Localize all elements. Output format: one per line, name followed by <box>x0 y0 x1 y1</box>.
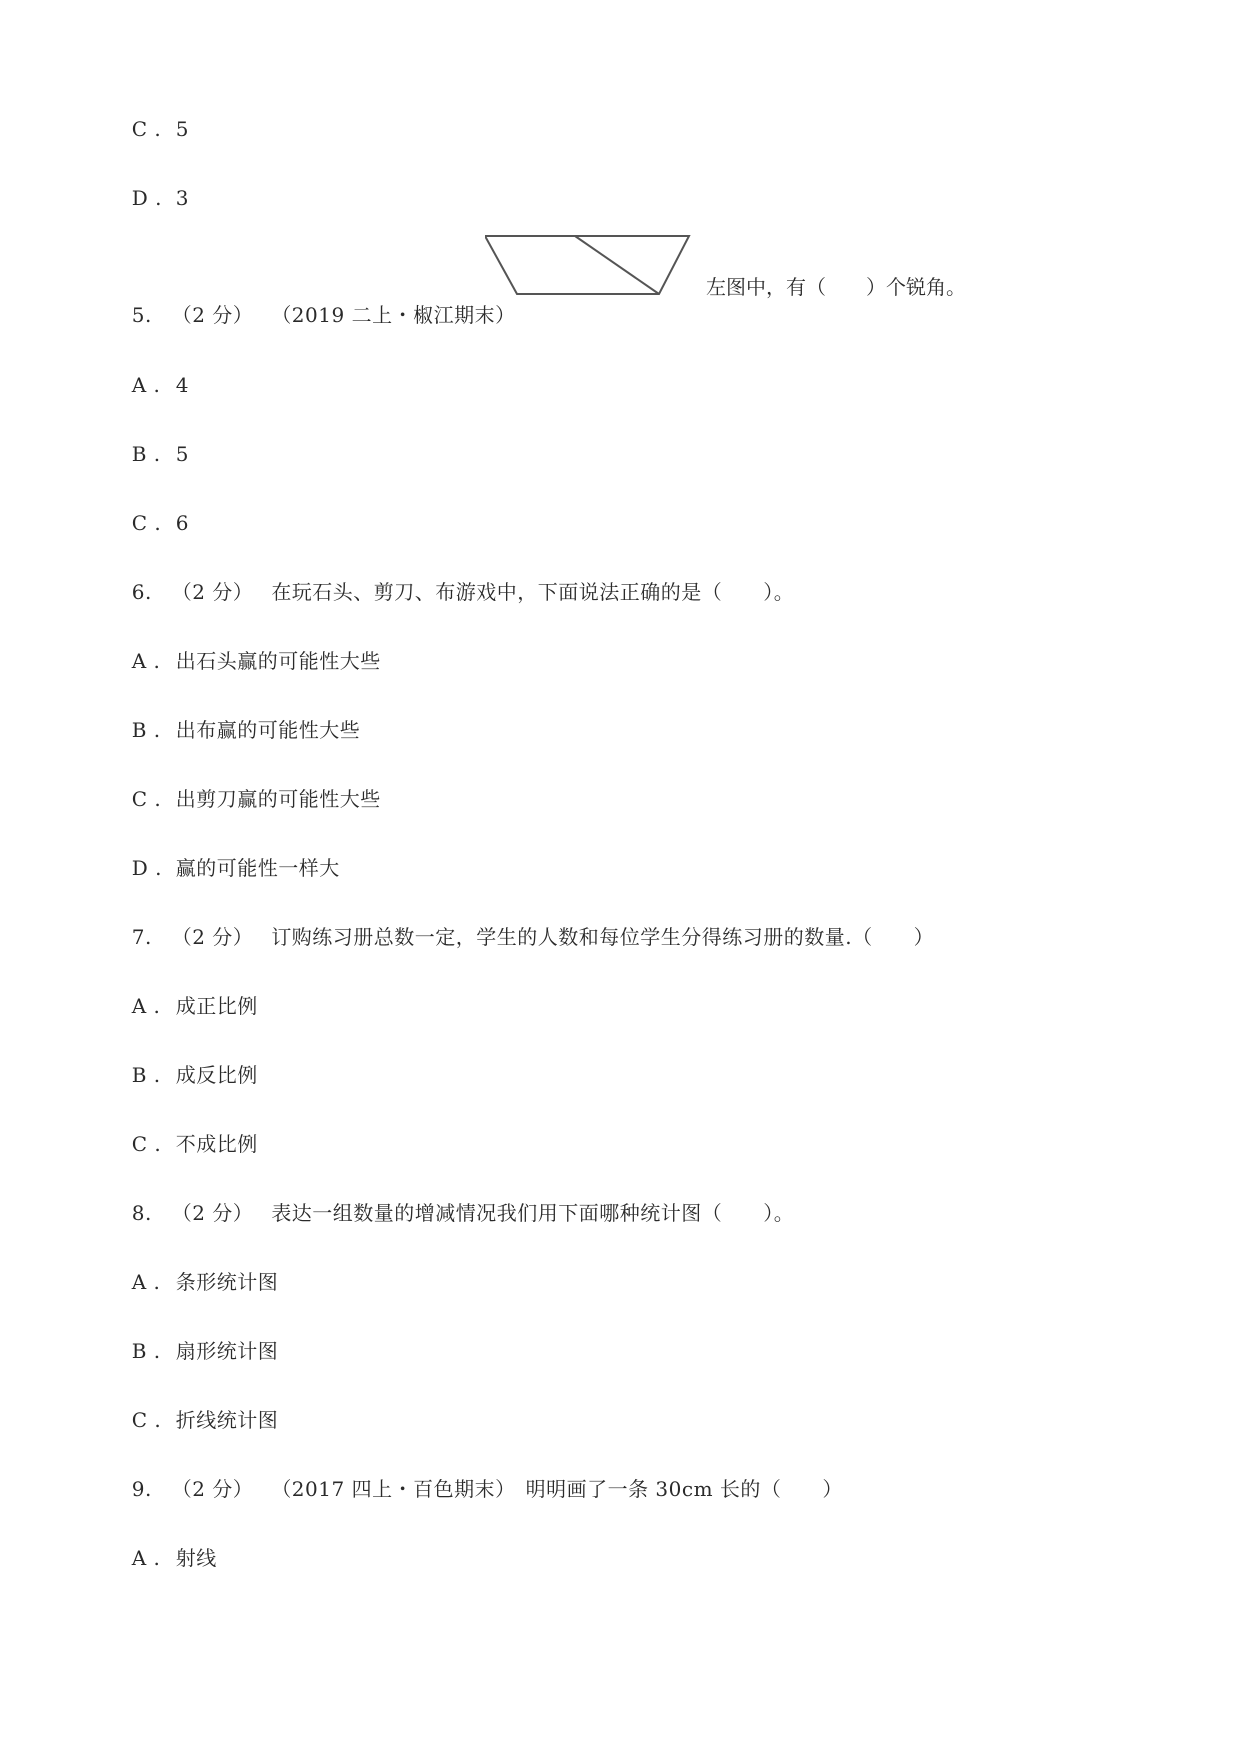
q8-option-a <box>118 1240 278 1296</box>
q5-option-c <box>118 481 189 537</box>
q6-option-d <box>118 826 340 882</box>
question-stem: 明明画了一条 30cm 长的（ ） <box>525 1477 843 1501</box>
q9-option-a <box>118 1516 217 1572</box>
q7-stem <box>118 895 934 951</box>
option-text: 不成比例 <box>175 1132 258 1156</box>
q6-stem <box>118 550 794 606</box>
question-stem: 在玩石头、剪刀、布游戏中，下面说法正确的是（ ）。 <box>271 580 795 604</box>
question-score: （2 分） <box>171 580 254 604</box>
option-text: 出布赢的可能性大些 <box>175 718 361 742</box>
option-text: 条形统计图 <box>175 1270 279 1294</box>
q4-option-c <box>118 87 189 143</box>
question-score: （2 分） <box>171 1477 254 1501</box>
option-letter: A . <box>131 649 161 673</box>
question-number: 8. <box>131 1201 152 1225</box>
q6-option-b <box>118 688 360 744</box>
option-text: 折线统计图 <box>175 1408 279 1432</box>
option-text: 5 <box>175 117 189 141</box>
option-letter: A . <box>131 994 161 1018</box>
option-text: 5 <box>175 442 189 466</box>
option-letter: B . <box>131 442 161 466</box>
option-text: 成反比例 <box>175 1063 258 1087</box>
option-text: 赢的可能性一样大 <box>175 856 340 880</box>
option-letter: B . <box>131 1063 161 1087</box>
option-text: 出剪刀赢的可能性大些 <box>175 787 381 811</box>
q8-option-c <box>118 1378 278 1434</box>
q7-option-c <box>118 1102 258 1158</box>
option-letter: D . <box>131 186 162 210</box>
option-letter: B . <box>131 1339 161 1363</box>
q5-stem <box>118 273 526 329</box>
question-score: （2 分） <box>171 925 254 949</box>
option-letter: A . <box>131 373 161 397</box>
q6-option-c <box>118 757 381 813</box>
option-letter: C . <box>131 117 162 141</box>
question-number: 9. <box>131 1477 152 1501</box>
q7-option-b <box>118 1033 258 1089</box>
option-letter: A . <box>131 1270 161 1294</box>
option-text: 6 <box>175 511 189 535</box>
option-letter: B . <box>131 718 161 742</box>
q8-option-b <box>118 1309 278 1365</box>
option-text: 成正比例 <box>175 994 258 1018</box>
question-number: 5. <box>131 303 152 327</box>
question-stem: 表达一组数量的增减情况我们用下面哪种统计图（ ）。 <box>271 1201 795 1225</box>
option-letter: A . <box>131 1546 161 1570</box>
q6-option-a <box>118 619 381 675</box>
q4-option-d <box>118 156 189 212</box>
question-source: （2019 二上・椒江期末） <box>271 303 516 327</box>
option-text: 出石头赢的可能性大些 <box>175 649 381 673</box>
option-letter: D . <box>131 856 162 880</box>
q5-option-b <box>118 412 189 468</box>
option-letter: C . <box>131 787 162 811</box>
option-text: 3 <box>175 186 189 210</box>
option-letter: C . <box>131 511 162 535</box>
q7-option-a <box>118 964 258 1020</box>
trapezoid-diagonal <box>575 236 659 294</box>
option-letter: C . <box>131 1132 162 1156</box>
question-stem: 订购练习册总数一定，学生的人数和每位学生分得练习册的数量.（ ） <box>271 925 935 949</box>
question-number: 6. <box>131 580 152 604</box>
question-number: 7. <box>131 925 152 949</box>
trapezoid-figure <box>485 234 695 298</box>
option-text: 扇形统计图 <box>175 1339 279 1363</box>
q9-stem <box>118 1447 843 1503</box>
question-score: （2 分） <box>171 303 254 327</box>
question-score: （2 分） <box>171 1201 254 1225</box>
q5-stem-text: 左图中，有（ ）个锐角。 <box>706 275 966 299</box>
option-letter: C . <box>131 1408 162 1432</box>
option-text: 4 <box>175 373 189 397</box>
q5-option-a <box>118 343 189 399</box>
q8-stem <box>118 1171 794 1227</box>
question-source: （2017 四上・百色期末） <box>271 1477 516 1501</box>
option-text: 射线 <box>175 1546 217 1570</box>
